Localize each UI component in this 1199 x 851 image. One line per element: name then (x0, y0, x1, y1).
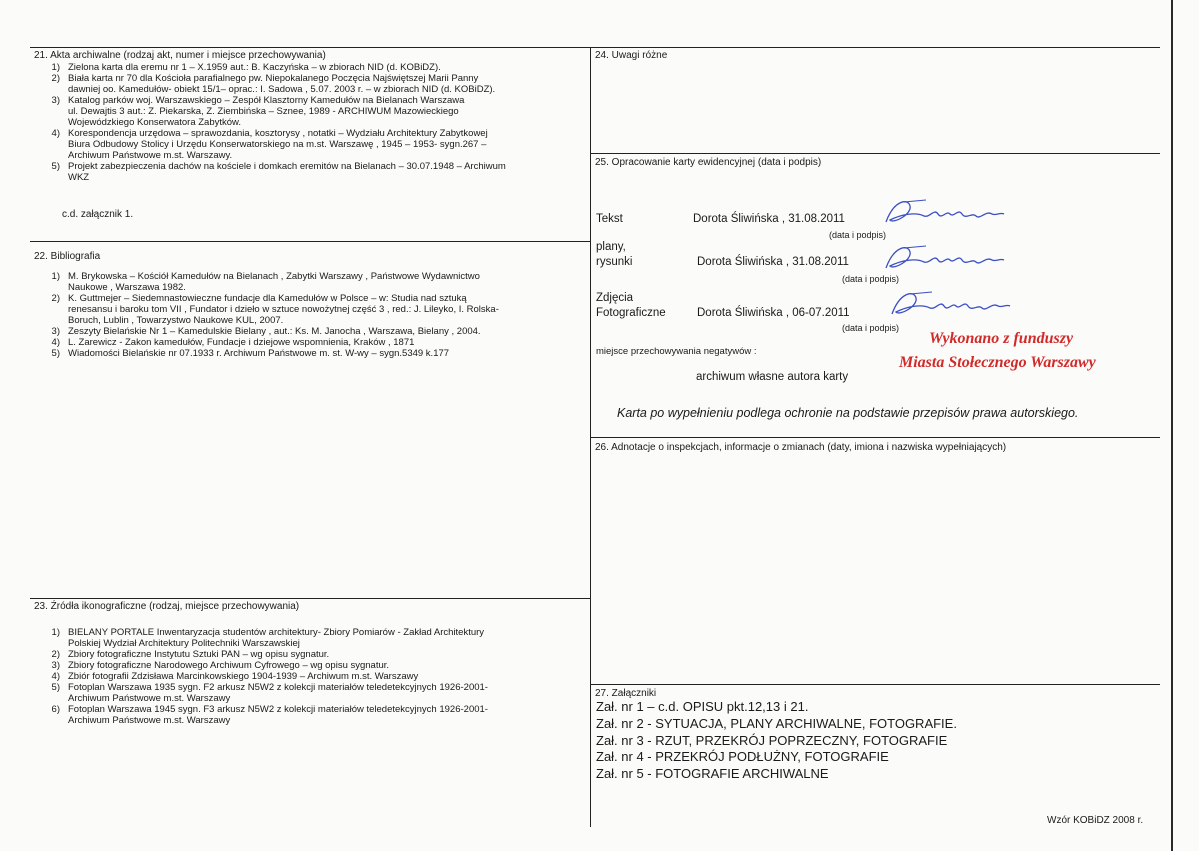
list-item-line: Projekt zabezpieczenia dachów na kościele i domkach eremitów na Bielanach – 30.07.1948 – Archiwum (68, 161, 506, 172)
rule-top (30, 47, 1160, 48)
tekst-data-podpis: (data i podpis) (829, 230, 887, 240)
section-22-list (38, 271, 583, 359)
list-item-number: 3) (51, 660, 60, 671)
plany-label-2: rysunki (596, 256, 633, 268)
list-item (38, 271, 583, 293)
list-item-line: Polskiej Wydział Architektury Politechniki Warszawskiej (68, 638, 300, 649)
list-item-line: Archiwum Państwowe m.st. Warszawy (68, 693, 231, 704)
list-item (38, 337, 583, 348)
form-template-label: Wzór KOBiDZ 2008 r. (1047, 815, 1144, 826)
attachment-3: Zał. nr 3 - RZUT, PRZEKRÓJ POPRZECZNY, FOTOGRAFIE (596, 733, 948, 748)
section-25-title: 25. Opracowanie karty ewidencyjnej (data i podpis) (595, 157, 822, 168)
list-item-number: 4) (51, 337, 60, 348)
rule-21-22 (30, 241, 590, 242)
list-item-number: 1) (51, 271, 60, 282)
copyright-notice: Karta po wypełnieniu podlega ochronie na podstawie przepisów prawa autorskiego. (617, 406, 1079, 420)
zdjecia-label-2: Fotograficzne (596, 307, 666, 319)
list-item-number: 1) (51, 62, 60, 73)
list-item-number: 3) (51, 95, 60, 106)
list-item-number: 4) (51, 671, 60, 682)
list-item-line: Biała karta nr 70 dla Kościoła parafialnego pw. Niepokalanego Poczęcia Najświętszej Marii Panny (68, 73, 479, 84)
section-21-footer: c.d. załącznik 1. (62, 209, 134, 220)
list-item-line: ul. Dewajtis 3 aut.: Z. Piekarska, Z. Ziembińska – Sznee, 1989 - ARCHIWUM Mazowieckiego (68, 106, 459, 117)
list-item-number: 2) (51, 293, 60, 304)
list-item (38, 293, 583, 326)
list-item-number: 5) (51, 161, 60, 172)
list-item-number: 5) (51, 348, 60, 359)
zdjecia-value: Dorota Śliwińska , 06-07.2011 (697, 307, 850, 319)
list-item-line: Naukowe , Warszawa 1982. (68, 282, 186, 293)
rule-22-23 (30, 598, 590, 599)
signature-plany (880, 240, 1010, 276)
list-item-line: BIELANY PORTALE Inwentaryzacja studentów architektury- Zbiory Pomiarów - Zakład Architektury (68, 627, 485, 638)
list-item (38, 62, 583, 73)
negatywy-value: archiwum własne autora karty (696, 371, 849, 383)
section-26-title: 26. Adnotacje o inspekcjach, informacje o zmianach (daty, imiona i nazwiska wypełniających) (595, 442, 1007, 453)
list-item-line: M. Brykowska – Kościół Kamedułów na Bielanach , Zabytki Warszawy , Państwowe Wydawnictwo (68, 271, 480, 282)
list-item-line: Zielona karta dla eremu nr 1 – X.1959 aut.: B. Kaczyńska – w zbiorach NID (d. KOBiDZ). (68, 62, 441, 73)
section-23-list (38, 627, 583, 726)
attachment-1: Zał. nr 1 – c.d. OPISU pkt.12,13 i 21. (596, 699, 809, 714)
list-item (38, 649, 583, 660)
list-item-line: K. Guttmejer – Siedemnastowieczne fundacje dla Kamedułów w Polsce – w: Studia nad sztuką (68, 293, 467, 304)
list-item-line: dawniej oo. Kamedułów- obiekt 15/1– oprac.: I. Sadowa , 5.07. 2003 r. – w zbiorach NID (d. KOBiDZ). (68, 84, 496, 95)
stamp-line-2: Miasta Stołecznego Warszawy (899, 354, 1096, 371)
plany-data-podpis: (data i podpis) (842, 274, 900, 284)
list-item-line: WKZ (68, 172, 90, 183)
list-item (38, 128, 583, 161)
list-item (38, 73, 583, 95)
plany-label-1: plany, (596, 241, 626, 253)
list-item-line: Zbiór fotografii Zdzisława Marcinkowskiego 1904-1939 – Archiwum m.st. Warszawy (68, 671, 419, 682)
signature-tekst (880, 194, 1010, 230)
list-item (38, 348, 583, 359)
list-item-line: Zbiory fotograficzne Narodowego Archiwum Cyfrowego – wg opisu sygnatur. (68, 660, 390, 671)
list-item (38, 326, 583, 337)
list-item-line: Zbiory fotograficzne Instytutu Sztuki PAN – wg opisu sygnatur. (68, 649, 330, 660)
zdjecia-data-podpis: (data i podpis) (842, 323, 900, 333)
sheet-edge (1171, 0, 1173, 851)
rule-26-27 (590, 684, 1160, 685)
section-21-title: 21. Akta archiwalne (rodzaj akt, numer i miejsce przechowywania) (34, 50, 326, 61)
attachment-5: Zał. nr 5 - FOTOGRAFIE ARCHIWALNE (596, 766, 829, 781)
list-item-line: Wojewódzkiego Konserwatora Zabytków. (68, 117, 242, 128)
signature-zdjecia (886, 286, 1016, 322)
stamp-line-1: Wykonano z funduszy (929, 330, 1074, 347)
list-item-number: 1) (51, 627, 60, 638)
section-23-title: 23. Źródła ikonograficzne (rodzaj, miejsce przechowywania) (34, 601, 300, 612)
list-item (38, 660, 583, 671)
rule-24-25 (590, 153, 1160, 154)
list-item-line: Archiwum Państwowe m.st. Warszawy. (68, 150, 233, 161)
list-item-line: Fotoplan Warszawa 1935 sygn. F2 arkusz N5W2 z kolekcji materiałów teledetekcyjnych 1926-2001- (68, 682, 488, 693)
section-21-list (38, 62, 583, 183)
negatywy-label: miejsce przechowywania negatywów : (596, 346, 757, 357)
list-item-line: Archiwum Państwowe m.st. Warszawy (68, 715, 231, 726)
list-item (38, 627, 583, 649)
list-item-line: renesansu i baroku tom VII , Fundator i dzieło w sztuce nowożytnej część 3 , red.: J. Lileyko, I. Rolska- (68, 304, 499, 315)
attachment-4: Zał. nr 4 - PRZEKRÓJ PODŁUŻNY, FOTOGRAFIE (596, 749, 889, 764)
rule-25-26 (590, 437, 1160, 438)
list-item-number: 3) (51, 326, 60, 337)
list-item (38, 704, 583, 726)
section-22-title: 22. Bibliografia (34, 251, 101, 262)
list-item (38, 671, 583, 682)
list-item-number: 5) (51, 682, 60, 693)
list-item-line: Katalog parków woj. Warszawskiego – Zespół Klasztorny Kamedułów na Bielanach Warszawa (68, 95, 465, 106)
list-item-number: 6) (51, 704, 60, 715)
section-24-title: 24. Uwagi różne (595, 50, 668, 61)
list-item-line: Boruch, Lublin , Towarzystwo Naukowe KUL, 2007. (68, 315, 284, 326)
attachment-2: Zał. nr 2 - SYTUACJA, PLANY ARCHIWALNE, FOTOGRAFIE. (596, 716, 957, 731)
zdjecia-label-1: Zdjęcia (596, 292, 634, 304)
list-item (38, 161, 583, 183)
list-item-line: Biura Odbudowy Stolicy i Urzędu Konserwatorskiego na m.st. Warszawę , 1945 – 1953- sygn.267 – (68, 139, 487, 150)
tekst-value: Dorota Śliwińska , 31.08.2011 (693, 213, 845, 225)
list-item-number: 2) (51, 73, 60, 84)
list-item-number: 2) (51, 649, 60, 660)
list-item-line: Wiadomości Bielańskie nr 07.1933 r. Archiwum Państwowe m. st. W-wy – sygn.5349 k.177 (68, 348, 450, 359)
list-item (38, 95, 583, 128)
section-27-title: 27. Załączniki (595, 688, 657, 699)
plany-value: Dorota Śliwińska , 31.08.2011 (697, 256, 849, 268)
tekst-label: Tekst (596, 213, 623, 225)
list-item-line: Fotoplan Warszawa 1945 sygn. F3 arkusz N5W2 z kolekcji materiałów teledetekcyjnych 1926-2001- (68, 704, 488, 715)
list-item-line: Zeszyty Bielańskie Nr 1 – Kamedulskie Bielany , aut.: Ks. M. Janocha , Warszawa, Bielany , 2004. (68, 326, 481, 337)
list-item (38, 682, 583, 704)
list-item-line: L. Zarewicz - Zakon kamedułów, Fundacje i dziejowe wspomnienia, Kraków , 1871 (68, 337, 415, 348)
list-item-number: 4) (51, 128, 60, 139)
list-item-line: Korespondencja urzędowa – sprawozdania, kosztorysy , notatki – Wydziału Architektury Zabytkowej (68, 128, 488, 139)
